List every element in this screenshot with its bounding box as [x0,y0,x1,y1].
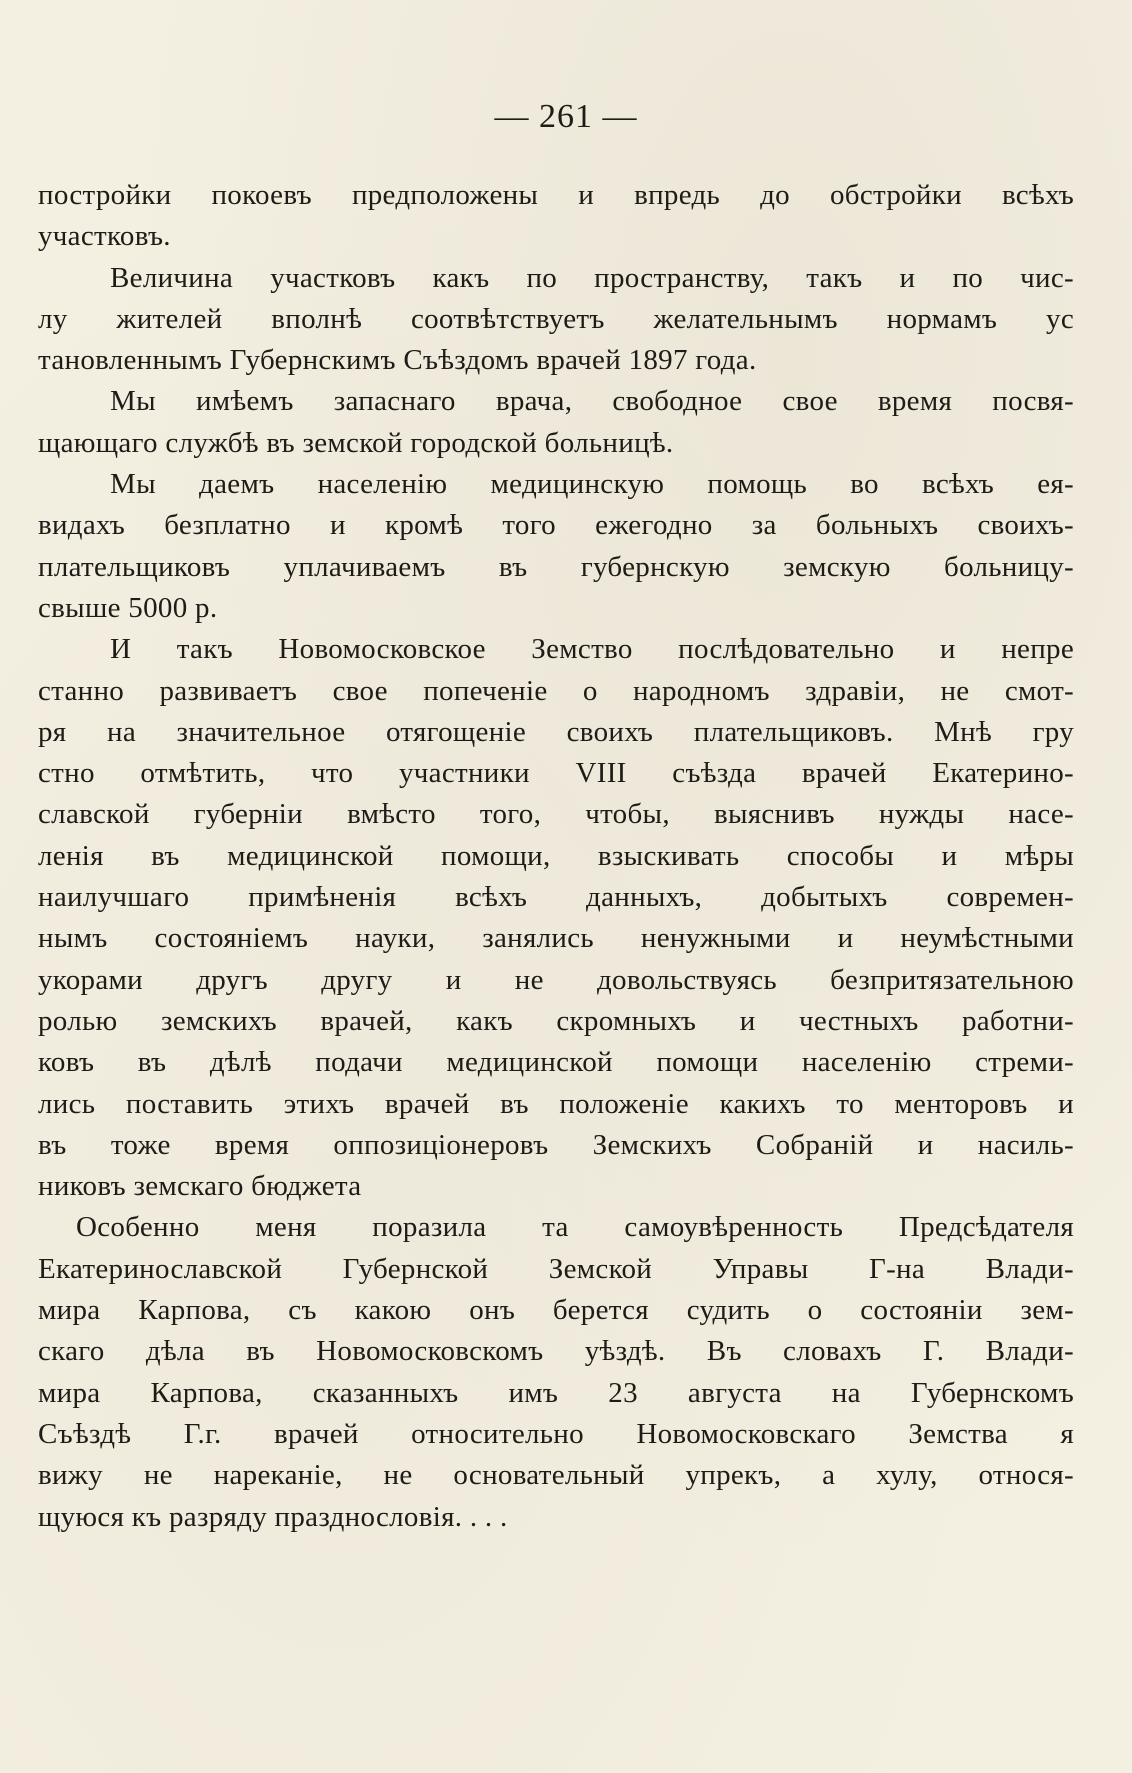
text-line: славской губерніи вмѣсто того, чтобы, выяснивъ нужды насе- [38,798,1074,831]
text-line: свыше 5000 р. [38,591,218,624]
text-line: тановленнымъ Губернскимъ Съѣздомъ врачей 1897 года. [38,344,757,377]
text-line: щуюся къ разряду празднословія. . . . [38,1500,508,1533]
text-line: Екатеринославской Губернской Земской Управы Г-на Влади- [38,1252,1074,1285]
text-line: наилучшаго примѣненія всѣхъ данныхъ, добытыхъ современ- [38,881,1074,914]
text-line: мира Карпова, сказанныхъ имъ 23 августа на Губернскомъ [38,1376,1074,1409]
text-line: нымъ состояніемъ науки, занялись ненужными и неумѣстными [38,922,1074,955]
text-line: Съѣздѣ Г.г. врачей относительно Новомосковскаго Земства я [38,1417,1074,1450]
text-line: ролью земскихъ врачей, какъ скромныхъ и честныхъ работни- [38,1004,1074,1037]
text-line: ковъ въ дѣлѣ подачи медицинской помощи населенію стреми- [38,1046,1074,1079]
page-number: — 261 — [494,98,638,135]
text-line: постройки покоевъ предположены и впредь до обстройки всѣхъ [38,179,1074,211]
text-line: участковъ. [38,220,171,253]
text-line: укорами другъ другу и не довольствуясь безпритязательною [38,963,1074,996]
text-line: И такъ Новомосковское Земство послѣдовательно и непре [110,633,1074,666]
text-line: Особенно меня поразила та самоувѣренность Предсѣдателя [76,1211,1074,1244]
text-line: мира Карпова, съ какою онъ берется судить о состояніи зем- [38,1294,1074,1327]
text-line: видахъ безплатно и кромѣ того ежегодно за больныхъ своихъ- [38,509,1074,542]
text-line: никовъ земскаго бюджета [38,1170,362,1203]
text-line: стно отмѣтить, что участники VIII съѣзда врачей Екатерино- [38,757,1074,790]
text-line: ря на значительное отягощеніе своихъ плательщиковъ. Мнѣ гру [38,715,1074,748]
text-line: лу жителей вполнѣ соотвѣтствуетъ желательнымъ нормамъ ус [38,302,1074,335]
text-line: ленія въ медицинской помощи, взыскивать способы и мѣры [38,839,1074,872]
text-line: щающаго службѣ въ земской городской больницѣ. [38,426,674,459]
text-line: скаго дѣла въ Новомосковскомъ уѣздѣ. Въ словахъ Г. Влади- [38,1335,1074,1368]
text-line: Величина участковъ какъ по пространству, такъ и по чис- [110,261,1074,294]
text-line: Мы имѣемъ запаснаго врача, свободное свое время посвя- [110,385,1074,418]
text-line: въ тоже время оппозиціонеровъ Земскихъ Собраній и насиль- [38,1128,1074,1161]
text-line: плательщиковъ уплачиваемъ въ губернскую земскую больницу- [38,550,1074,583]
text-line: станно развиваетъ свое попеченіе о народномъ здравіи, не смот- [38,674,1074,707]
text-line: Мы даемъ населенію медицинскую помощь во всѣхъ ея- [110,468,1074,501]
body-text [38,175,1074,1538]
text-line: вижу не нареканіе, не основательный упрекъ, а хулу, относя- [38,1459,1074,1492]
text-line: лись поставить этихъ врачей въ положеніе какихъ то менторовъ и [38,1087,1074,1120]
